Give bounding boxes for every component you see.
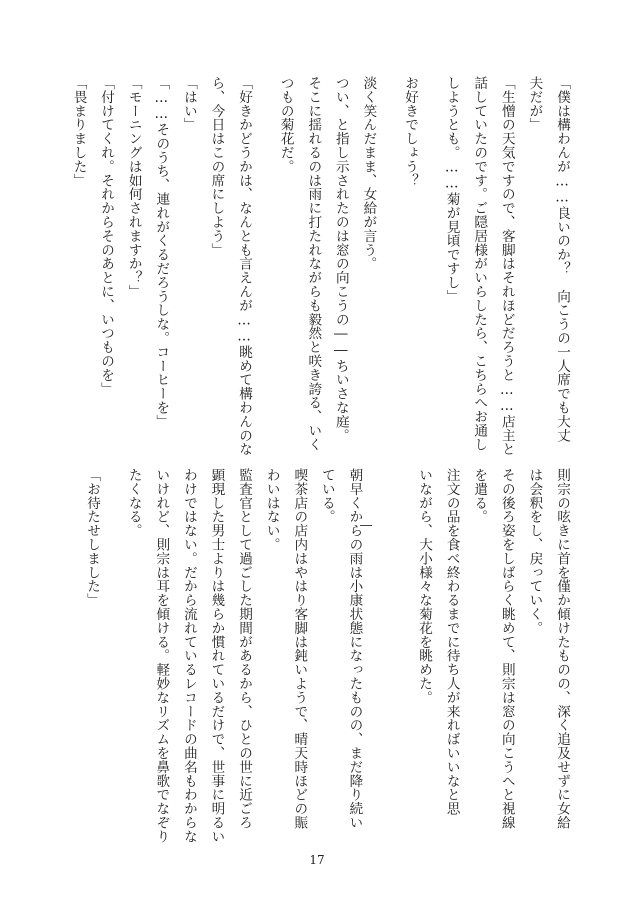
text-column: 「……そのうち、連れがくるだろうしな。コーヒーを」 (153, 76, 170, 429)
text-column: お好きでしょう？ (402, 76, 419, 188)
text-column: いけれど、則宗は耳を傾ける。軽妙なリズムを鼻歌でなぞり (153, 468, 170, 844)
text-column: 「生憎の天気ですので、客脚はそれほどだろうと……店主と (498, 76, 515, 457)
text-column: 「お待たせしました」 (84, 468, 101, 607)
text-column: そこに揺れるのは雨に打たれながらも毅然と咲き誇る、いく (305, 76, 322, 452)
text-column: しようとも。……菊が見頃ですし」 (443, 76, 460, 304)
text-column: 朝早くからの雨は小康状態になったものの、まだ降り続い (346, 468, 363, 830)
text-column: わいはない。 (263, 468, 280, 552)
text-column: 淡く笑んだまま、女給が言う。 (360, 76, 377, 271)
text-column: ら、今日はこの席にしよう」 (208, 76, 225, 257)
text-column: 則宗の呟きに首を僅か傾けたものの、深く追及せずに女給 (554, 468, 570, 830)
text-column: 「付けてくれ。それからそのあとに、いつものを」 (98, 76, 115, 396)
text-column: 監査官として過ごした期間があるから、ひとの世に近ごろ (236, 468, 253, 830)
scene-separator (360, 525, 372, 528)
text-column: たくなる。 (125, 468, 142, 538)
text-column: 「僕は構わんが……良いのか？ 向こうの一人席でも大丈 (554, 76, 570, 443)
top-text-block (70, 76, 570, 471)
text-column: 注文の品を食べ終わるまでに待ち人が来ればいいなと思 (443, 468, 460, 816)
text-column: その後ろ姿をしばらく眺めて、則宗は窓の向こうへと視線 (498, 468, 515, 830)
text-column: いながら、大小様々な菊花を眺めた。 (416, 468, 433, 705)
bottom-text-block (84, 468, 570, 863)
text-column: つい、と指し示されたのは窓の向こうの――ちいさな庭。 (332, 76, 349, 443)
text-column: 話していたのです。ご隠居様がいらしたら、こちらへお通し (471, 76, 488, 452)
text-column: 喫茶店の店内はやはり客脚は鈍いようで、晴天時ほどの賑 (291, 468, 308, 830)
text-column: 「はい」 (180, 76, 197, 132)
text-column: わけではない。だから流れているレコードの曲名もわからな (180, 468, 197, 844)
text-column: を遣る。 (471, 468, 488, 524)
text-column: 「好きかどうかは、なんとも言えんが……眺めて構わんのな (236, 76, 253, 457)
text-column: ている。 (318, 468, 335, 524)
text-column: 「モーニングは如何されますか？」 (125, 76, 142, 299)
text-column: 「畏まりました」 (70, 76, 87, 188)
page-number: 17 (309, 853, 325, 867)
text-column: 顕現した男士よりは幾らか慣れているだけで、世事に明るい (208, 468, 225, 844)
text-column: つもの菊花だ。 (277, 76, 294, 174)
text-column: 夫だが」 (526, 76, 543, 132)
text-column: は会釈をし、戻っていく。 (526, 468, 543, 635)
